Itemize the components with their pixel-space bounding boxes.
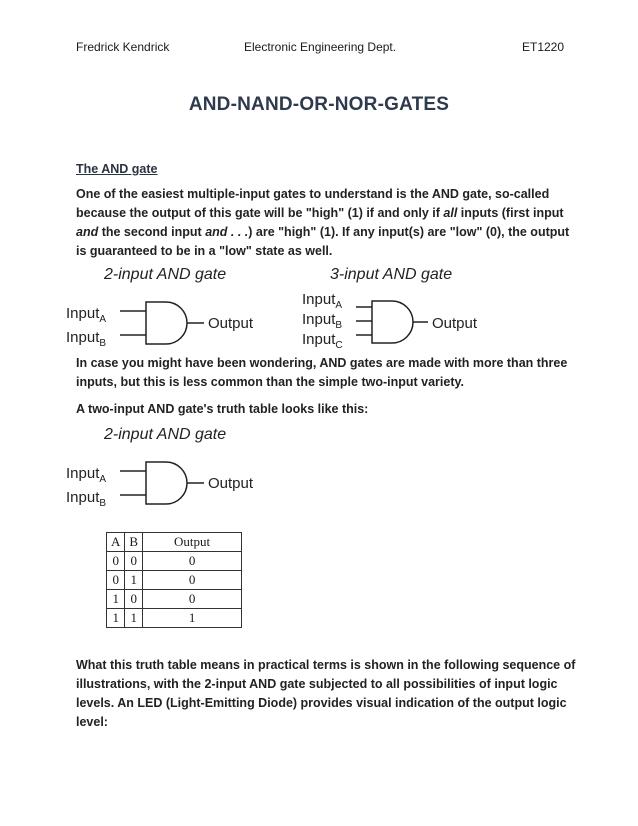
- header-department: Electronic Engineering Dept.: [244, 40, 397, 54]
- table-row: [107, 552, 242, 571]
- and-gate-symbol: [146, 462, 187, 504]
- table-cell: 0: [107, 571, 125, 590]
- and-gate-symbol: [372, 301, 413, 343]
- truth-table: [106, 532, 242, 628]
- diagram-caption: 2-input AND gate: [104, 266, 227, 283]
- table-cell: 1: [125, 609, 143, 628]
- table-row: [107, 609, 242, 628]
- table-row: [107, 571, 242, 590]
- table-header-row: [107, 533, 242, 552]
- paragraph-truth-table-intro: A two-input AND gate's truth table looks like this:: [76, 402, 369, 416]
- and-gate-3-input-diagram: [302, 262, 502, 352]
- and-gate-2-input-diagram-repeat: [66, 422, 296, 512]
- paragraph-practical-terms: What this truth table means in practical terms is shown in the following sequence of illustrations, with the 2-input AND gate subjected to all possibilities of input logic levels. An LED (Light-Emitting Diode) provides visual indication of the output logic level:: [76, 658, 576, 729]
- page-header: [0, 40, 638, 56]
- svg-text:InputA: Input$_A$: [66, 305, 107, 325]
- column-header: B: [125, 533, 143, 552]
- svg-text:InputB: Input$_B$: [66, 489, 107, 509]
- svg-text:InputA: Input$_A$: [302, 291, 343, 311]
- and-gate-2-input-diagram: [66, 262, 296, 352]
- header-course: ET1220: [522, 40, 565, 54]
- page-title: AND-NAND-OR-NOR-GATES: [188, 94, 450, 115]
- output-label: Output: [208, 475, 254, 492]
- table-cell: 0: [143, 590, 242, 609]
- svg-text:InputB: Input$_B$: [66, 329, 107, 349]
- header-author: Fredrick Kendrick: [76, 40, 170, 54]
- section-title: The AND gate: [76, 162, 158, 176]
- svg-text:InputB: Input$_B$: [302, 311, 343, 331]
- diagram-caption: 3-input AND gate: [330, 266, 453, 283]
- table-cell: 0: [143, 571, 242, 590]
- output-label: Output: [208, 315, 254, 332]
- table-cell: 1: [107, 590, 125, 609]
- table-cell: 0: [125, 552, 143, 571]
- column-header: Output: [143, 533, 242, 552]
- paragraph-more-inputs: In case you might have been wondering, AND gates are made with more than three inputs, but this is less common than the simple two-input variety.: [76, 356, 568, 389]
- diagram-caption: 2-input AND gate: [104, 426, 227, 443]
- svg-text:InputA: Input$_A$: [66, 465, 107, 485]
- output-label: Output: [432, 315, 478, 332]
- table-cell: 0: [125, 590, 143, 609]
- table-cell: 1: [143, 609, 242, 628]
- table-cell: 1: [125, 571, 143, 590]
- table-cell: 1: [107, 609, 125, 628]
- and-gate-symbol: [146, 302, 187, 344]
- table-cell: 0: [107, 552, 125, 571]
- column-header: A: [107, 533, 125, 552]
- table-cell: 0: [143, 552, 242, 571]
- svg-text:InputC: Input$_C$: [302, 331, 343, 351]
- table-row: [107, 590, 242, 609]
- paragraph-and-gate-intro: One of the easiest multiple-input gates to understand is the AND gate, so-called because the output of this gate will be "high" (1) if and only if all inputs (first input and the second input and . . .) are "high" (1). If any input(s) are "low" (0), the output is guaranteed to be in a "low" state as well.: [76, 187, 570, 258]
